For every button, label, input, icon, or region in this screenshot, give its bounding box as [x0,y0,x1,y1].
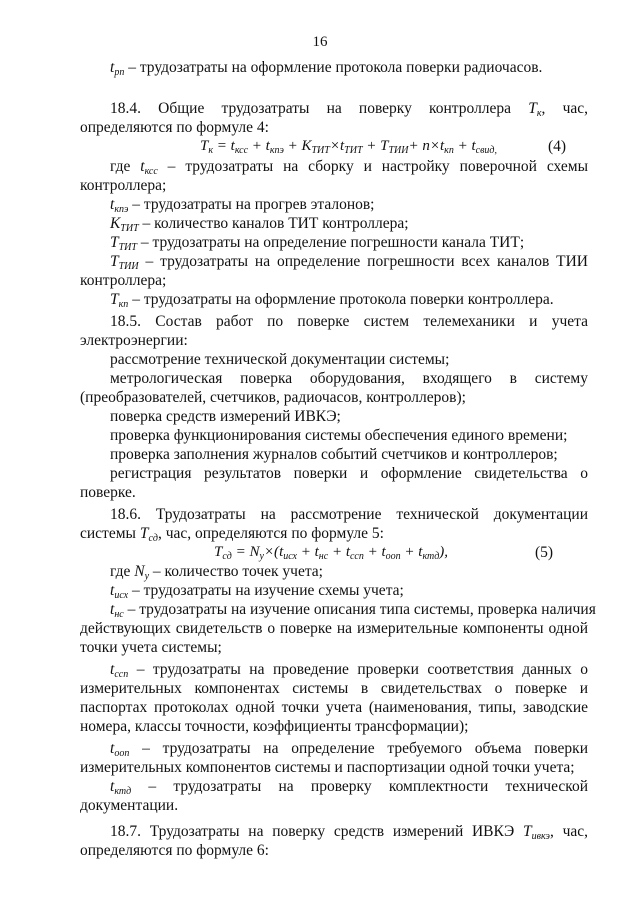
line-ttii: $Т_{ТИИ}$ – трудозатраты на определение погрешности всех каналов ТИИ [110,253,588,272]
formula-4: $Т_к = t_{ксс} + t_{кпэ} + К_{ТИТ}\times t_{ТИТ} + Т_{ТИИ}+ n\times t_{кп} + t_{свид,}$ [200,138,497,156]
section-18-4-line-1: 18.4. Общие трудозатраты на поверку контроллера $Т_к$, час, [110,100,588,119]
line-tssp-cont-3: номера, классы точности, коэффициенты трансформации); [80,718,469,735]
line-ktit: $К_{ТИТ}$ – количество каналов ТИТ контроллера; [110,215,409,234]
list-item-time-sync: проверка функционирования системы обеспечения единого времени; [110,427,568,444]
line-tkss: где $t_{ксс}$ – трудозатраты на сборку и настройку поверочной схемы [110,158,588,177]
section-18-6-line-1: 18.6. Трудозатраты на рассмотрение технической документации [110,506,588,523]
line-tkp: $Т_{кп}$ – трудозатраты на оформление протокола поверки контроллера. [110,291,554,310]
line-tns: $t_{нс}$ – трудозатраты на изучение описания типа системы, проверка наличия [110,601,596,620]
line-tktd-cont: документации. [80,797,179,814]
line-toop-cont: измерительных компонентов системы и паспортизации одной точки учета; [80,759,575,776]
section-18-5-line-1: 18.5. Состав работ по поверке систем телемеханики и учета [110,313,588,330]
line-ny: где $N_у$ – количество точек учета; [110,563,323,582]
list-item-ivke: поверка средств измерений ИВКЭ; [110,408,341,425]
section-18-5-line-2: электроэнергии: [80,332,188,349]
section-18-7-line-1: 18.7. Трудозатраты на поверку средств измерений ИВКЭ $Т_{ивкэ}$, час, [110,823,589,842]
section-18-4-line-2: определяются по формуле 4: [80,119,269,136]
section-18-7-line-2: определяются по формуле 6: [80,842,269,859]
line-kontrollera-1: контроллера; [80,177,167,194]
line-tkpe: $t_{кпэ}$ – трудозатраты на прогрев эталонов; [110,196,375,215]
list-item-event-logs: проверка заполнения журналов событий счетчиков и контроллеров; [110,446,558,463]
list-item-metrology: метрологическая поверка оборудования, входящего в систему [110,370,588,387]
line-tns-cont-2: точки учета системы; [80,639,222,656]
list-item-registration-cont: поверке. [80,484,136,501]
line-ttit: $Т_{ТИТ}$ – трудозатраты на определение погрешности канала ТИТ; [110,234,525,253]
page-number: 16 [312,34,328,50]
line-toop: $t_{ооп}$ – трудозатраты на определение требуемого объема поверки [110,740,588,759]
line-tssp: $t_{ссп}$ – трудозатраты на проведение проверки соответствия данных о [110,661,588,680]
list-item-metrology-cont: (преобразователей, счетчиков, радиочасов, контроллеров); [80,389,466,406]
line-tns-cont-1: действующих свидетельств о поверке на измерительные компоненты одной [80,620,588,637]
formula-5-number: (5) [535,544,554,561]
line-tisx: $t_{исх}$ – трудозатраты на изучение схемы учета; [110,582,404,601]
formula-4-number: (4) [548,138,567,155]
section-18-6-line-2: системы $Т_{сд}$, час, определяются по формуле 5: [80,525,384,544]
line-tssp-cont-1: измерительных компонентах системы в свидетельствах о поверке и [80,680,588,697]
list-item-doc-review: рассмотрение технической документации системы; [110,351,450,368]
formula-5: $Т_{сд} = N_у\times(t_{исх} + t_{нс} + t_{ссп} + t_{ооп} + t_{ктд})$, [214,544,449,562]
line-tssp-cont-2: паспортах протоколах одной точки учета (наименования, типы, заводские [80,699,588,716]
list-item-registration: регистрация результатов поверки и оформление свидетельства о [110,465,588,482]
line-tktd: $t_{ктд}$ – трудозатраты на проверку комплектности технической [110,778,588,797]
line-kontrollera-2: контроллера; [80,272,167,289]
line-trp: $t_{рп}$ – трудозатраты на оформление протокола поверки радиочасов. [110,59,543,78]
